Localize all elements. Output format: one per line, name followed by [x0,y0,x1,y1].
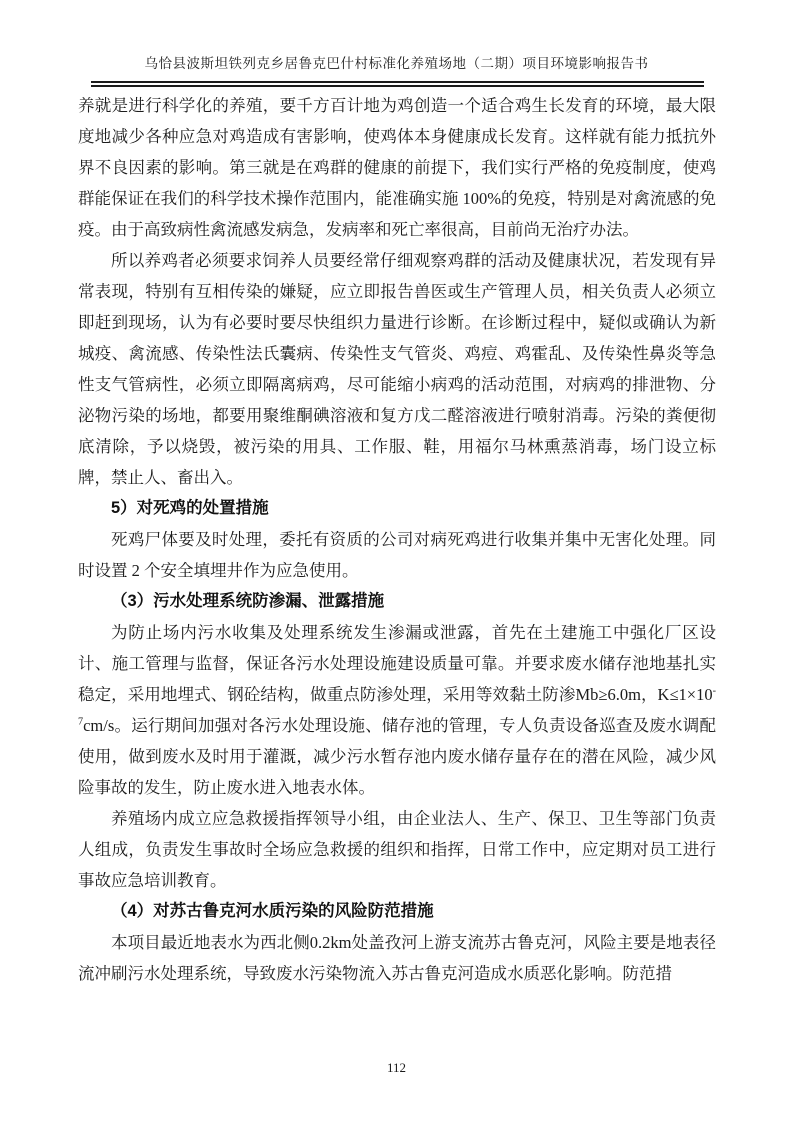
document-body [78,90,716,989]
permeability-exponent-superscript: -7 [78,685,716,728]
section-heading-sewage-leak-prevention: （3）污水处理系统防渗漏、泄露措施 [111,592,385,610]
body-paragraph-sewage-system [78,617,716,803]
body-paragraph-river-risk: 本项目最近地表水为西北侧0.2km处盖孜河上游支流苏古鲁克河，风险主要是地表径流冲刷污水处理系统，导致废水污染物流入苏古鲁克河造成水质恶化影响。防范措 [78,933,716,983]
header-separator-rule [91,81,704,87]
sewage-paragraph-text-after-superscript: cm/s。运行期间加强对各污水处理设施、储存池的管理，专人负责设备巡查及废水调配使用，做到废水及时用于灌溉，减少污水暂存池内废水储存量存在的潜在风险，减少风险事故的发生，防止废水进入地表水体。 [78,716,716,797]
sewage-paragraph-text-before-superscript: 为防止场内污水收集及处理系统发生渗漏或泄露，首先在土建施工中强化厂区设计、施工管理与监督，保证各污水处理设施建设质量可靠。并要求废水储存池地基扎实稳定，采用地埋式、钢砼结构，做重点防渗处理，采用等效黏土防渗Mb≥6.0m，K≤1×10 [78,623,716,704]
section-heading-river-pollution-risk: （4）对苏古鲁克河水质污染的风险防范措施 [111,902,434,920]
body-paragraph-breeding-continued: 养就是进行科学化的养殖，要千方百计地为鸡创造一个适合鸡生长发育的环境，最大限度地减少各种应急对鸡造成有害影响，使鸡体本身健康成长发育。这样就有能力抵抗外界不良因素的影响。第三就是在鸡群的健康的前提下，我们实行严格的免疫制度，使鸡群能保证在我们的科学技术操作范围内，能准确实施 100%的免疫，特别是对禽流感的免疫。由于高致病性禽流感发病急，发病率和死亡率很高，目前尚无治疗办法。 [78,96,716,239]
body-paragraph-emergency-rescue-group: 养殖场内成立应急救援指挥领导小组，由企业法人、生产、保卫、卫生等部门负责人组成，负责发生事故时全场应急救援的组织和指挥，日常工作中，应定期对员工进行事故应急培训教育。 [78,809,716,890]
body-paragraph-disease-observation: 所以养鸡者必须要求饲养人员要经常仔细观察鸡群的活动及健康状况，若发现有异常表现，特别有互相传染的嫌疑，应立即报告兽医或生产管理人员，相关负责人必须立即赶到现场，认为有必要时要尽快组织力量进行诊断。在诊断过程中，疑似或确认为新城疫、禽流感、传染性法氏囊病、传染性支气管炎、鸡痘、鸡霍乱、及传染性鼻炎等急性支气管病性，必须立即隔离病鸡，尽可能缩小病鸡的活动范围，对病鸡的排泄物、分泌物污染的场地，都要用聚维酮碘溶液和复方戊二醛溶液进行喷射消毒。污染的粪便彻底清除，予以烧毁，被污染的用具、工作服、鞋，用福尔马林熏蒸消毒，场门设立标牌，禁止人、畜出入。 [78,251,716,487]
page-number: 112 [386,1060,407,1075]
section-heading-dead-chicken-disposal: 5）对死鸡的处置措施 [111,499,269,517]
body-paragraph-dead-chicken-handling: 死鸡尸体要及时处理，委托有资质的公司对病死鸡进行收集并集中无害化处理。同时设置 2 个安全填埋井作为应急使用。 [78,530,716,580]
document-header-title: 乌恰县波斯坦铁列克乡居鲁克巴什村标准化养殖场地（二期）项目环境影响报告书 [144,56,649,71]
